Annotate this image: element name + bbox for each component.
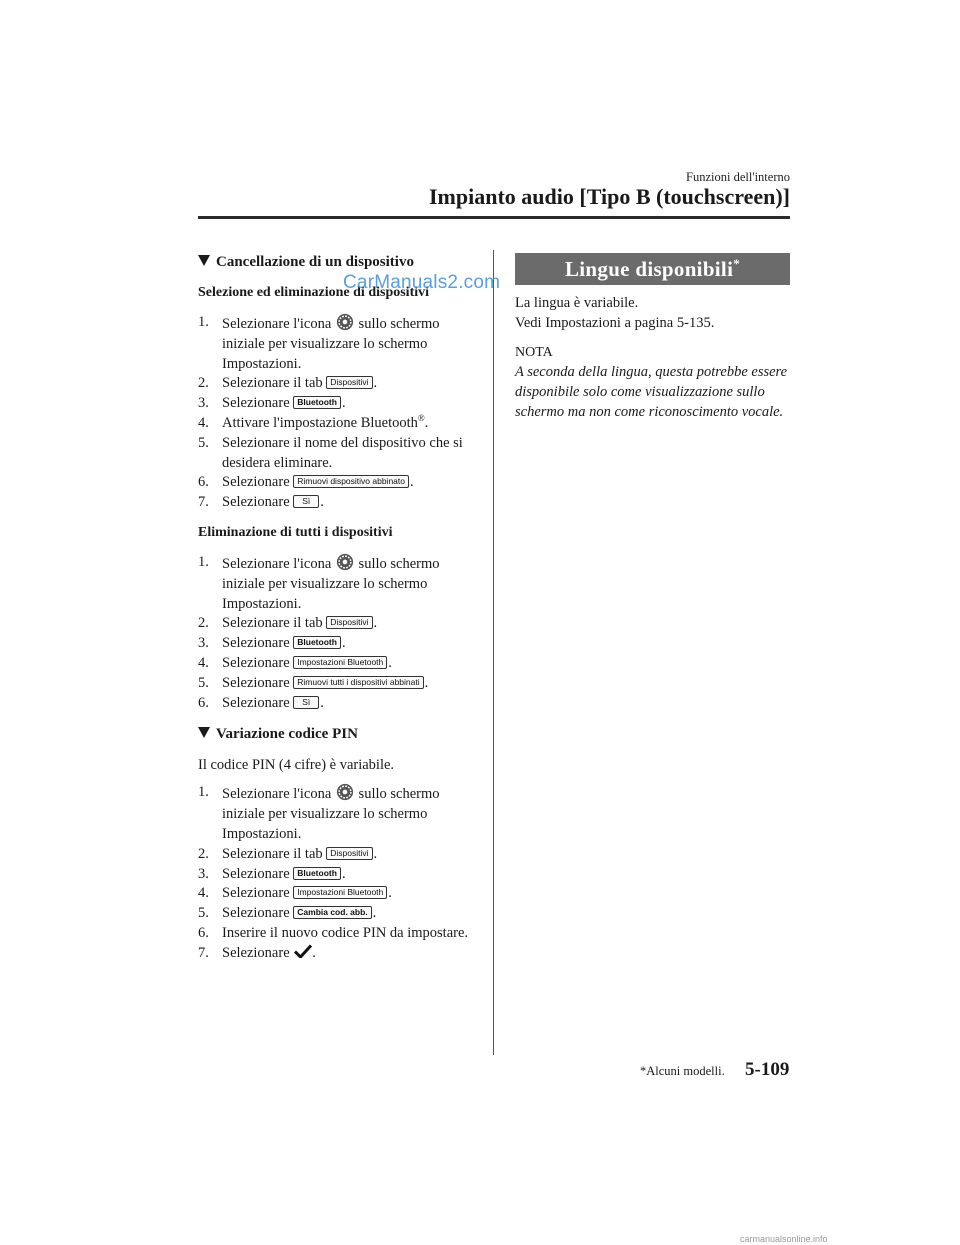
list-item: 7. Selezionare .	[198, 944, 316, 961]
chapter-label: Funzioni dell'interno	[686, 170, 790, 184]
right-column	[515, 253, 790, 422]
steps-delete-all	[198, 553, 483, 713]
steps-pin-change	[198, 783, 483, 963]
pin-intro: Il codice PIN (4 cifre) è variabile.	[198, 757, 395, 774]
bluetooth-settings-button-image: Impostazioni Bluetooth	[293, 656, 387, 669]
yes-button-image: Sì	[293, 696, 319, 709]
list-item: 4. Selezionare Impostazioni Bluetooth .	[198, 885, 392, 902]
list-item: 4. Selezionare Impostazioni Bluetooth .	[198, 654, 392, 671]
gear-icon	[336, 313, 354, 331]
dispositivi-button-image: Dispositivi	[326, 376, 372, 389]
list-item: 1. Selezionare l'icona sullo schermo iniziale per visualizzare lo schermo Impostazioni.	[198, 314, 440, 372]
list-item: 3. Selezionare Bluetooth .	[198, 635, 346, 652]
list-item: 6. Selezionare Sì .	[198, 694, 324, 711]
list-item: 6. Inserire il nuovo codice PIN da impostare.	[198, 924, 469, 941]
subheading-select-delete: Selezione ed eliminazione di dispositivi	[198, 285, 430, 300]
gear-icon	[336, 553, 354, 571]
list-item: 1. Selezionare l'icona sullo schermo iniziale per visualizzare lo schermo Impostazioni.	[198, 553, 440, 612]
yes-button-image: Sì	[293, 495, 319, 508]
list-item: 4. Attivare l'impostazione Bluetooth®.	[198, 413, 429, 431]
note-text: A seconda della lingua, questa potrebbe essere disponibile solo come visualizzazione sullo schermo ma non come riconoscimento vocale.	[515, 364, 788, 420]
page-title: Impianto audio [Tipo B (touchscreen)]	[428, 184, 790, 209]
list-item: 3. Selezionare Bluetooth .	[198, 865, 346, 882]
bluetooth-button-image: Bluetooth	[293, 396, 341, 409]
list-item: 2. Selezionare il tab Dispositivi .	[198, 615, 378, 632]
section-heading-delete-device: Cancellazione di un dispositivo	[198, 251, 483, 273]
watermark-text: CarManuals2.com	[343, 272, 501, 293]
note-label: NOTA	[515, 345, 553, 360]
change-pin-button-image: Cambia cod. abb.	[293, 906, 371, 919]
site-watermark: carmanualsonline.info	[740, 1234, 828, 1244]
list-item: 3. Selezionare Bluetooth .	[198, 395, 346, 412]
checkmark-icon	[294, 944, 312, 958]
bluetooth-settings-button-image: Impostazioni Bluetooth	[293, 886, 387, 899]
language-line: La lingua è variabile.	[515, 295, 639, 311]
triangle-bullet-icon	[198, 255, 210, 266]
left-column	[198, 251, 483, 974]
bluetooth-button-image: Bluetooth	[293, 867, 341, 880]
section-heading-pin-change: Variazione codice PIN	[198, 723, 483, 745]
list-item: 7. Selezionare Sì .	[198, 494, 324, 511]
steps-select-delete	[198, 313, 483, 513]
section-banner-languages: Lingue disponibili*	[515, 253, 790, 285]
list-item: 2. Selezionare il tab Dispositivi .	[198, 375, 378, 392]
footnote: *Alcuni modelli.	[640, 1064, 725, 1078]
page-number: 5-109	[745, 1059, 790, 1080]
subheading-delete-all: Eliminazione di tutti i dispositivi	[198, 524, 393, 540]
list-item: 5. Selezionare il nome del dispositivo che si desidera eliminare.	[198, 434, 463, 471]
remove-all-devices-button-image: Rimuovi tutti i dispositivi abbinati	[293, 676, 423, 689]
bluetooth-button-image: Bluetooth	[293, 636, 341, 649]
column-divider	[493, 250, 494, 1055]
settings-reference: Vedi Impostazioni a pagina 5-135.	[515, 315, 715, 331]
triangle-bullet-icon	[198, 727, 210, 738]
dispositivi-button-image: Dispositivi	[326, 616, 372, 629]
remove-device-button-image: Rimuovi dispositivo abbinato	[293, 475, 409, 488]
header-rule	[198, 216, 790, 219]
gear-icon	[336, 783, 354, 801]
dispositivi-button-image: Dispositivi	[326, 847, 372, 860]
list-item: 6. Selezionare Rimuovi dispositivo abbinato .	[198, 474, 414, 491]
list-item: 1. Selezionare l'icona sullo schermo iniziale per visualizzare lo schermo Impostazioni.	[198, 784, 440, 842]
list-item: 5. Selezionare Cambia cod. abb. .	[198, 905, 377, 922]
list-item: 2. Selezionare il tab Dispositivi .	[198, 845, 378, 862]
list-item: 5. Selezionare Rimuovi tutti i dispositivi abbinati .	[198, 674, 429, 691]
